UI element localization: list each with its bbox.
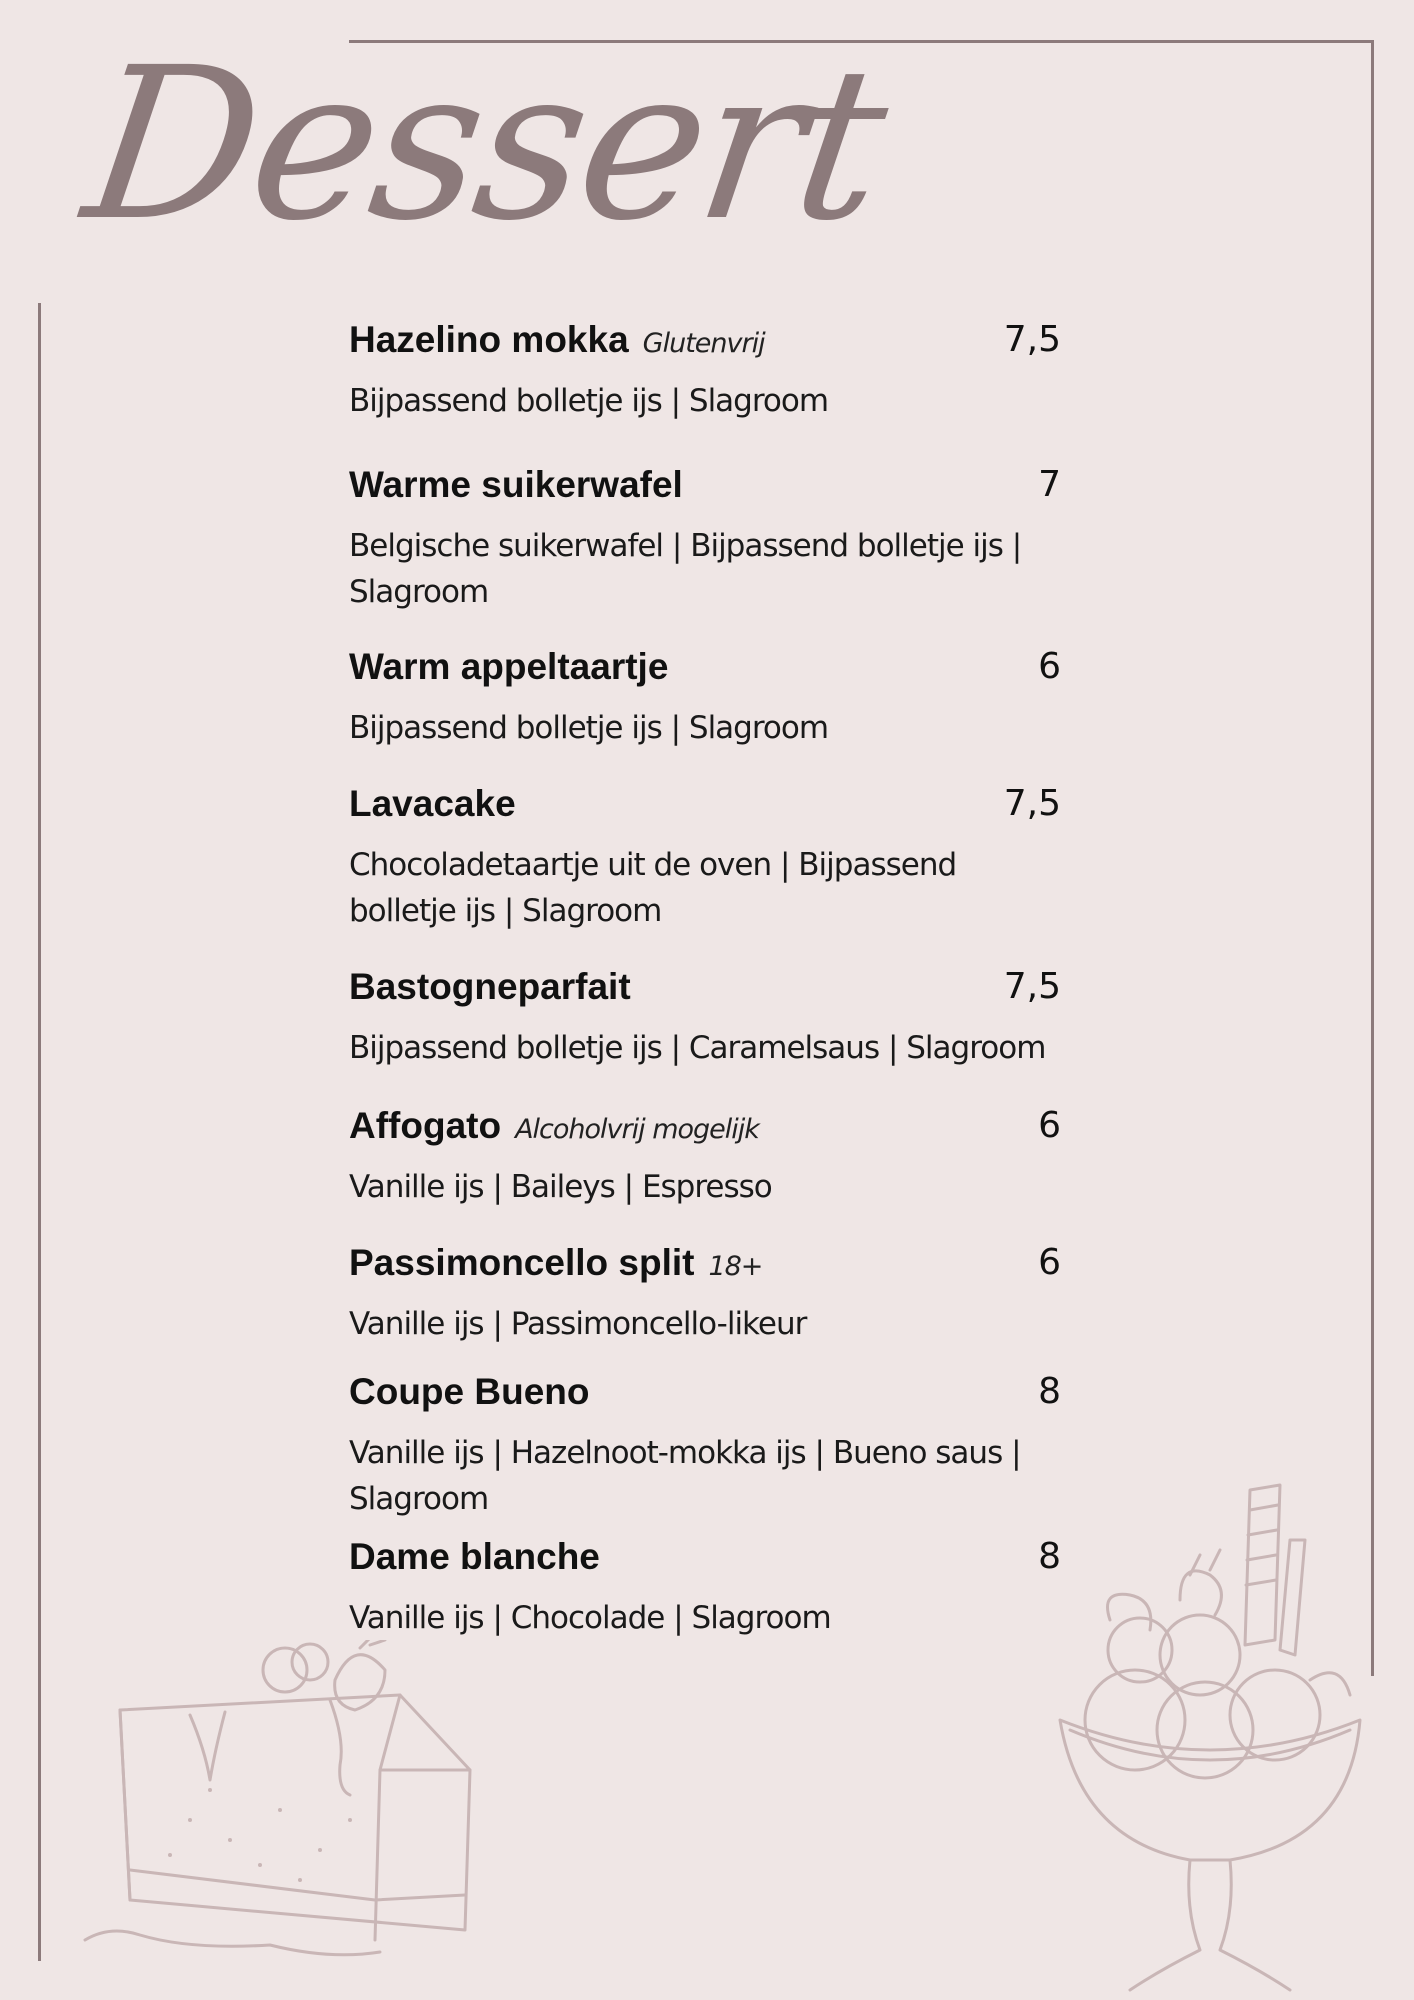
menu-item-affogato [349,1104,1061,1210]
menu-item-warme-suikerwafel [349,463,1061,615]
item-name: Warme suikerwafel [349,464,683,505]
menu-item-warm-appeltaartje [349,645,1061,751]
item-name: Passimoncello split [349,1242,695,1283]
item-name: Coupe Bueno [349,1371,590,1412]
item-description: Bijpassend bolletje ijs | Slagroom [349,710,829,746]
item-price: 7,5 [1003,319,1061,360]
item-price: 7 [1038,464,1061,505]
item-price: 6 [1038,646,1061,687]
menu-title: Dessert [72,22,897,267]
item-description: Belgische suikerwafel | Bijpassend bolletje ijs | Slagroom [349,528,1022,610]
item-price: 6 [1038,1242,1061,1283]
item-name: Lavacake [349,783,516,824]
item-name: Affogato [349,1105,502,1146]
frame-line-right [1371,40,1374,1676]
menu-item-bastogneparfait [349,965,1061,1071]
item-description: Bijpassend bolletje ijs | Slagroom [349,383,829,419]
item-name: Hazelino mokka [349,319,629,360]
menu-item-coupe-bueno [349,1370,1061,1522]
menu-item-dame-blanche [349,1535,1061,1641]
menu-item-lavacake [349,782,1061,934]
item-description: Bijpassend bolletje ijs | Caramelsaus | Slagroom [349,1030,1046,1066]
item-tag: 18+ [708,1251,763,1282]
frame-line-left [38,303,41,1961]
item-price: 7,5 [1003,966,1061,1007]
ice-cream-sundae-illustration [1040,1480,1380,2000]
item-tag: Alcoholvrij mogelijk [515,1114,759,1145]
item-tag: Glutenvrij [642,328,765,359]
item-name: Dame blanche [349,1536,600,1577]
item-description: Vanille ijs | Passimoncello-likeur [349,1306,807,1342]
item-price: 8 [1038,1371,1061,1412]
item-description: Vanille ijs | Baileys | Espresso [349,1169,772,1205]
item-price: 8 [1038,1536,1061,1577]
item-description: Vanille ijs | Chocolade | Slagroom [349,1600,831,1636]
item-price: 6 [1038,1105,1061,1146]
cake-slice-illustration [70,1640,490,1970]
menu-item-hazelino-mokka [349,318,1061,424]
item-price: 7,5 [1003,783,1061,824]
menu-item-passimoncello-split [349,1241,1061,1347]
item-description: Chocoladetaartje uit de oven | Bijpassend bolletje ijs | Slagroom [349,847,957,929]
item-name: Warm appeltaartje [349,646,669,687]
item-name: Bastogneparfait [349,966,631,1007]
item-description: Vanille ijs | Hazelnoot-mokka ijs | Bueno saus | Slagroom [349,1435,1021,1517]
